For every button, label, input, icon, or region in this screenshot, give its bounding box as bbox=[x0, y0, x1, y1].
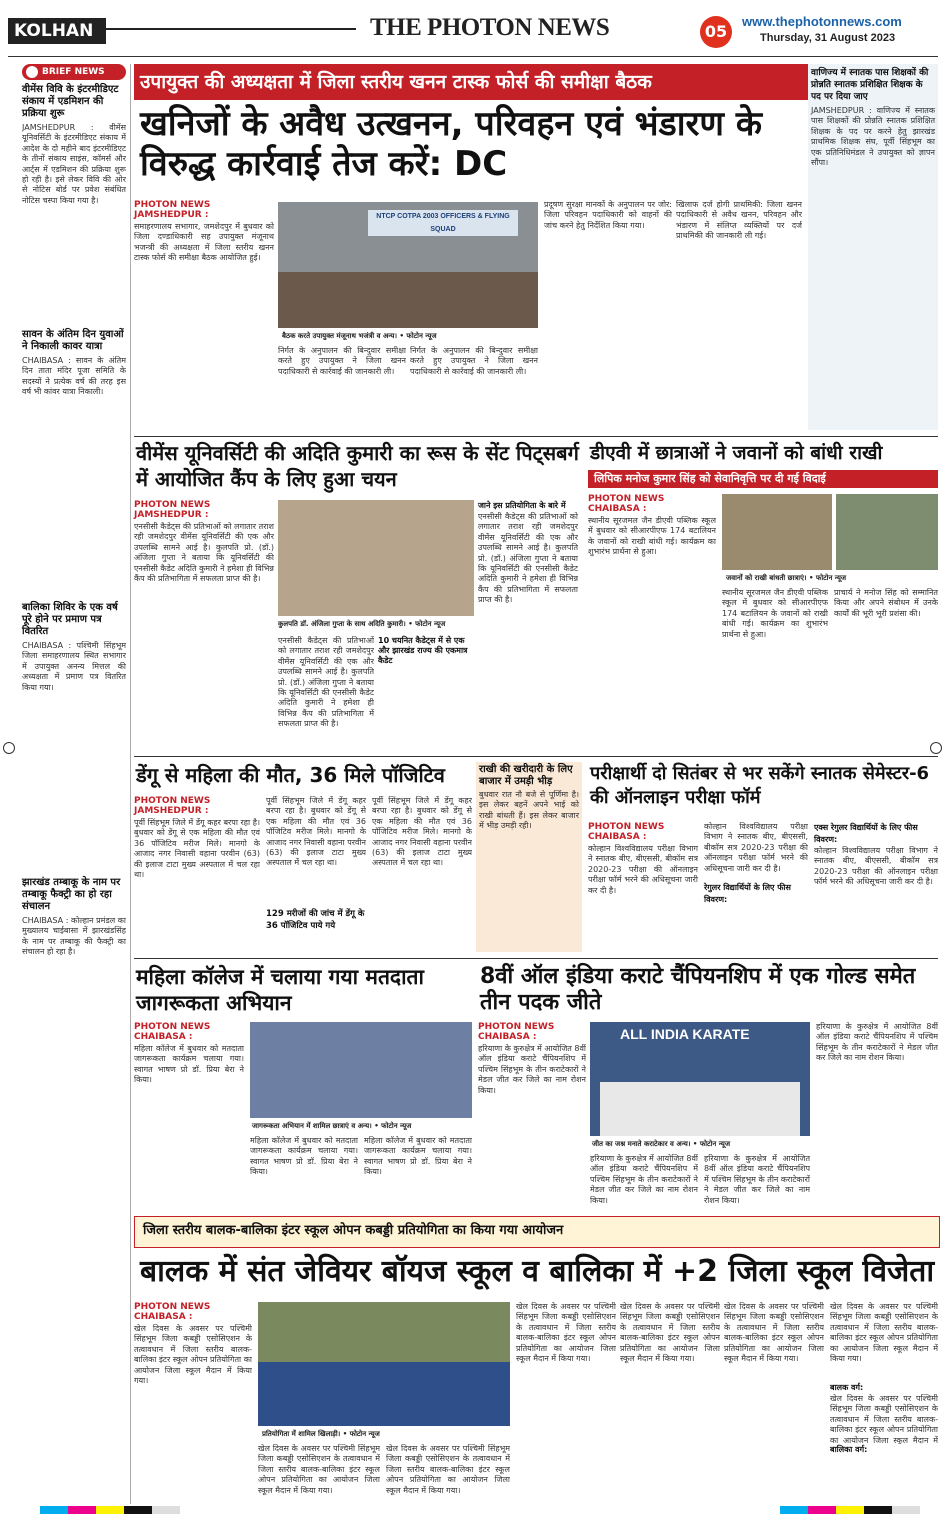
college-photo bbox=[250, 1022, 472, 1118]
brief-news-badge: BRIEF NEWS bbox=[22, 64, 126, 80]
college-dateline: PHOTON NEWS CHAIBASA : bbox=[134, 1022, 211, 1042]
kabaddi-sub-boys: बालक वर्ग: bbox=[830, 1383, 864, 1392]
section-label: KOLHAN bbox=[8, 18, 106, 44]
kabaddi-body: खेल दिवस के अवसर पर पश्चिमी सिंहभूम जिला कबड्डी एसोसिएशन के तत्वावधान में जिला स्तरीय बालक-बालिका इंटर स्कूल ओपन प्रतियोगिता का आयोजन जिला स्कूल मैदान में किया गया। bbox=[620, 1302, 720, 1364]
dav-body: स्थानीय सूरजमल जैन डीएवी पब्लिक स्कूल में बुधवार को सीआरपीएफ 174 बटालियन के जवानों को राखी बांधी गई। कार्यक्रम का शुभारंभ प्रार्थना से हुआ। bbox=[722, 588, 828, 639]
exam-col bbox=[588, 822, 698, 952]
brief-item bbox=[22, 84, 126, 323]
column-divider bbox=[130, 64, 131, 1504]
kabaddi-dateline: PHOTON NEWS CHAIBASA : bbox=[134, 1302, 211, 1322]
kabaddi-photo-caption: प्रतियोगिता में शामिल खिलाड़ी। • फोटोन न्यूज bbox=[262, 1430, 380, 1438]
dengue-subhead: 129 मरीजों की जांच में डेंगू के 36 पॉजिटिव पाये गये bbox=[266, 909, 365, 931]
dengue-body: पूर्वी सिंहभूम जिले में डेंगू कहर बरपा रहा है। बुधवार को डेंगू से एक महिला की मौत एवं 36 पॉजिटिव मरीज मिले। मानगो के आजाद नगर निवासी वहाना परवीन (63) की इलाज टाटा मुख्य अस्पताल में चल रहा था। bbox=[134, 818, 260, 880]
aditi-subhead: 10 चयनित कैडेट्स में से एक और झारखंड राज्य की एकमात्र कैडेट bbox=[378, 636, 468, 665]
section-rule bbox=[134, 756, 938, 757]
dengue-body: पूर्वी सिंहभूम जिले में डेंगू कहर बरपा रहा है। बुधवार को डेंगू से एक महिला की मौत एवं 36 पॉजिटिव मरीज मिले। मानगो के आजाद नगर निवासी वहाना परवीन (63) की इलाज टाटा मुख्य अस्पताल में चल रहा था। bbox=[266, 796, 366, 868]
dav-body: प्राचार्य ने मनोज सिंह को सम्मानित किया और अपने संबोधन में उनके कार्यों की भूरी भूरी प्रशंसा की। bbox=[834, 588, 938, 618]
kabaddi-team bbox=[258, 1362, 510, 1426]
rakhi-body: बुधवार रात नौ बजे से पूर्णिमा है। इस लेकर बहनें अपने भाई को राखी बांधती हैं। इस लेकर बाजार में भीड़ उमड़ी रही। bbox=[479, 790, 579, 831]
photo-banner: ALL INDIA KARATE bbox=[620, 1026, 750, 1042]
college-col bbox=[134, 1022, 244, 1212]
college-body: महिला कॉलेज में बुधवार को मतदाता जागरूकता कार्यक्रम चलाया गया। स्वागत भाषण प्रो डॉ. प्रिया बेरा ने किया। bbox=[134, 1044, 244, 1085]
color-bar bbox=[780, 1506, 920, 1514]
photo-banner: NTCP COTPA 2003 OFFICERS & FLYING SQUAD bbox=[368, 210, 518, 236]
college-headline: महिला कॉलेज में चलाया गया मतदाता जागरूकता अभियान bbox=[136, 965, 424, 1015]
dengue-headline: डेंगू से महिला की मौत, 36 मिले पॉजिटिव bbox=[136, 763, 445, 787]
aditi-col bbox=[134, 500, 274, 750]
dengue-col bbox=[134, 796, 260, 952]
exam-dateline: PHOTON NEWS CHAIBASA : bbox=[588, 822, 665, 842]
karate-headline: 8वीं ऑल इंडिया कराटे चैंपियनशिप में एक गोल्ड समेत तीन पदक जीते bbox=[480, 964, 916, 1015]
brief-body: CHAIBASA : पश्चिमी सिंहभूम जिला समाहरणालय स्थित सभागार में उपायुक्त अनन्य मित्तल की अध्यक्षता में प्रमाण पत्र वितरित किया गया। bbox=[22, 641, 126, 692]
issue-date: Thursday, 31 August 2023 bbox=[760, 32, 896, 44]
registration-mark bbox=[3, 742, 15, 754]
dav-dateline: PHOTON NEWS CHAIBASA : bbox=[588, 494, 665, 514]
karate-photo bbox=[590, 1022, 810, 1136]
aditi-sub-block bbox=[378, 636, 474, 750]
brief-item bbox=[22, 877, 126, 1476]
college-body: महिला कॉलेज में बुधवार को मतदाता जागरूकता कार्यक्रम चलाया गया। स्वागत भाषण प्रो डॉ. प्रिया बेरा ने किया। bbox=[250, 1136, 358, 1177]
brief-title: बालिका शिविर के एक वर्ष पूरे होने पर प्रमाण पत्र वितरित bbox=[22, 602, 118, 637]
page-number: 05 bbox=[700, 16, 732, 48]
brief-list bbox=[22, 84, 126, 1476]
karate-body: हरियाणा के कुरुक्षेत्र में आयोजित 8वीं ऑल इंडिया कराटे चैंपियनशिप में पश्चिम सिंहभूम के तीन कराटेकारों ने मेडल जीत कर जिले का नाम रोशन किया। bbox=[590, 1154, 698, 1205]
newspaper-logo: THE PHOTON NEWS bbox=[370, 14, 610, 41]
section-rule bbox=[134, 436, 938, 437]
kabaddi-col bbox=[134, 1302, 252, 1502]
kabaddi-body: खेल दिवस के अवसर पर पश्चिमी सिंहभूम जिला कबड्डी एसोसिएशन के तत्वावधान में जिला स्तरीय बालक-बालिका इंटर स्कूल ओपन प्रतियोगिता का आयोजन जिला स्कूल मैदान में किया गया। bbox=[830, 1302, 938, 1364]
karate-dateline: PHOTON NEWS CHAIBASA : bbox=[478, 1022, 555, 1042]
brief-body: CHAIBASA : सावन के अंतिम दिन ताता मंदिर पूजा समिति के सदस्यों ने प्रत्येक वर्ष की तरह इस वर्ष भी कांवर यात्रा निकाली। bbox=[22, 356, 126, 397]
dav-kicker: लिपिक मनोज कुमार सिंह को सेवानिवृत्ति पर दी गई विदाई bbox=[588, 470, 938, 488]
right-top-body: JAMSHEDPUR : वाणिज्य में स्नातक पास शिक्षकों की प्रोन्नति स्नातक प्रशिक्षित शिक्षक के पद पर करने हेतु झारखंड प्राथमिक शिक्षक संघ, पूर्वी सिंहभूम का एक प्रतिनिधिमंडल ने उपायुक्त को ज्ञापन सौंपा। bbox=[811, 106, 935, 168]
masthead-rule bbox=[8, 56, 938, 57]
aditi-headline: वीमेंस यूनिवर्सिटी की अदिति कुमारी का रूस के सेंट पिट्सबर्ग में आयोजित कैंप के लिए हुआ चयन bbox=[136, 441, 579, 491]
exam-subhead-2: एक्स रेगुलर विद्यार्थियों के लिए फीस विवरण: bbox=[814, 823, 918, 844]
lead-dateline: PHOTON NEWS JAMSHEDPUR : bbox=[134, 200, 211, 220]
kabaddi-body: खेल दिवस के अवसर पर पश्चिमी सिंहभूम जिला कबड्डी एसोसिएशन के तत्वावधान में जिला स्तरीय बालक-बालिका इंटर स्कूल ओपन प्रतियोगिता का आयोजन जिला स्कूल मैदान में किया गया। bbox=[134, 1324, 252, 1386]
aditi-dateline: PHOTON NEWS JAMSHEDPUR : bbox=[134, 500, 211, 520]
lead-photo bbox=[278, 202, 538, 328]
karate-col bbox=[478, 1022, 586, 1212]
dav-headline: डीएवी में छात्राओं ने जवानों को बांधी राखी bbox=[590, 442, 883, 464]
karate-body: हरियाणा के कुरुक्षेत्र में आयोजित 8वीं ऑल इंडिया कराटे चैंपियनशिप में पश्चिम सिंहभूम के तीन कराटेकारों ने मेडल जीत कर जिले का नाम रोशन किया। bbox=[816, 1022, 938, 1063]
kabaddi-headline: बालक में संत जेवियर बॉयज स्कूल व बालिका में +2 जिला स्कूल विजेता bbox=[140, 1254, 935, 1289]
karate-photo-caption: जीत का जश्न मनाते कराटेकार व अन्य। • फोटोन न्यूज bbox=[592, 1140, 731, 1148]
kabaddi-sub-girls: बालिका वर्ग: bbox=[830, 1445, 868, 1454]
lead-body: समाहरणालय सभागार, जमशेदपुर में बुधवार को जिला दण्डाधिकारी सह उपायुक्त मंजूनाथ भजन्त्री की अध्यक्षता में जिला स्तरीय खनन टास्क फोर्स की समीक्षा बैठक आयोजित हुई। bbox=[134, 222, 274, 263]
exam-col bbox=[814, 822, 938, 952]
kabaddi-body: खेल दिवस के अवसर पर पश्चिमी सिंहभूम जिला कबड्डी एसोसिएशन के तत्वावधान में जिला स्तरीय बालक-बालिका इंटर स्कूल ओपन प्रतियोगिता का आयोजन जिला स्कूल मैदान में किया गया। bbox=[516, 1302, 616, 1364]
kabaddi-body: खेल दिवस के अवसर पर पश्चिमी सिंहभूम जिला कबड्डी एसोसिएशन के तत्वावधान में जिला स्तरीय बालक-बालिका इंटर स्कूल ओपन प्रतियोगिता का आयोजन जिला स्कूल मैदान में bbox=[830, 1394, 938, 1444]
rakhi-box bbox=[476, 762, 582, 952]
lead-photo-caption: बैठक करते उपायुक्त मंजूनाथ भजंत्री व अन्य। • फोटोन न्यूज bbox=[282, 332, 437, 340]
brief-title: झारखंड तम्बाकू के नाम पर तम्बाकू फैक्ट्री का हो रहा संचालन bbox=[22, 877, 121, 912]
kabaddi-body: खेल दिवस के अवसर पर पश्चिमी सिंहभूम जिला कबड्डी एसोसिएशन के तत्वावधान में जिला स्तरीय बालक-बालिका इंटर स्कूल ओपन प्रतियोगिता का आयोजन जिला स्कूल मैदान में किया गया। bbox=[258, 1444, 380, 1495]
dav-body: स्थानीय सूरजमल जैन डीएवी पब्लिक स्कूल में बुधवार को सीआरपीएफ 174 बटालियन के जवानों को राखी बांधी गई। कार्यक्रम का शुभारंभ प्रार्थना से हुआ। bbox=[588, 516, 716, 557]
brief-body: JAMSHEDPUR : वीमेंस यूनिवर्सिटी के इंटरमीडिएट संकाय में आदेश के दो महीने बाद इंटरमीडिएट के तीनों संकाय साइंस, कॉमर्स और आर्ट्स में एडमिशन की प्रक्रिया शुरू हो रही है। इसे लेकर विवि की ओर से नोटिस बोर्ड पर प्रवेश संबंधित नोटिस चस्पा किया गया है। bbox=[22, 123, 126, 205]
dav-photo bbox=[722, 494, 832, 570]
brief-body: CHAIBASA : कोल्हान प्रमंडल का मुख्यालय चाईबासा में झारखंडसिंह के नाम पर तम्बाकू की फैक्ट्री का संचालन हो रहा है। bbox=[22, 916, 126, 957]
exam-headline: परीक्षार्थी दो सितंबर से भर सकेंगे स्नातक सेमेस्टर-6 की ऑनलाइन परीक्षा फॉर्म bbox=[590, 763, 930, 808]
section-rule bbox=[134, 958, 938, 959]
college-photo-caption: जागरूकता अभियान में शामिल छात्राएं व अन्य। • फोटोन न्यूज bbox=[252, 1122, 412, 1130]
lead-body: निर्गत के अनुपालन की बिन्दुवार समीक्षा करते हुए उपायुक्त ने जिला खनन पदाधिकारी से कार्रवाई की जानकारी ली। bbox=[278, 346, 406, 376]
rakhi-headline: राखी की खरीदारी के लिए बाजार में उमड़ी भीड़ bbox=[479, 764, 573, 787]
karate-players bbox=[600, 1082, 800, 1136]
brief-item bbox=[22, 602, 126, 871]
exam-body: कोल्हान विश्वविद्यालय परीक्षा विभाग ने स्नातक बीए, बीएससी, बीकॉम सत्र 2020-23 परीक्षा की ऑनलाइन परीक्षा फॉर्म भरने की अधिसूचना जारी कर दी है। bbox=[588, 844, 698, 895]
karate-body: हरियाणा के कुरुक्षेत्र में आयोजित 8वीं ऑल इंडिया कराटे चैंपियनशिप में पश्चिम सिंहभूम के तीन कराटेकारों ने मेडल जीत कर जिले का नाम रोशन किया। bbox=[704, 1154, 810, 1205]
brief-title: सावन के अंतिम दिन युवाओं ने निकाली कावर यात्रा bbox=[22, 329, 124, 352]
college-body: महिला कॉलेज में बुधवार को मतदाता जागरूकता कार्यक्रम चलाया गया। स्वागत भाषण प्रो डॉ. प्रिया बेरा ने किया। bbox=[364, 1136, 472, 1177]
brief-icon bbox=[26, 66, 38, 78]
dav-photo-caption: जवानों को राखी बांधती छात्राएं। • फोटोन न्यूज bbox=[726, 574, 847, 582]
aditi-subhead-2: जाने इस प्रतियोगिता के बारे में bbox=[478, 501, 566, 510]
kabaddi-results bbox=[830, 1302, 938, 1504]
dengue-dateline: PHOTON NEWS JAMSHEDPUR : bbox=[134, 796, 211, 816]
brief-title: वीमेंस विवि के इंटरमीडिएट संकाय में एडमिशन की प्रक्रिया शुरू bbox=[22, 84, 119, 119]
dav-col bbox=[588, 494, 716, 754]
brief-item bbox=[22, 329, 126, 596]
right-top-headline: वाणिज्य में स्नातक पास शिक्षकों की प्रोन्नति स्नातक प्रशिक्षित शिक्षक के पद पर दिया जाए bbox=[811, 68, 929, 102]
color-bar bbox=[40, 1506, 180, 1514]
section-rule bbox=[106, 28, 356, 30]
kabaddi-kicker-box bbox=[134, 1216, 940, 1248]
aditi-photo-caption: कुलपति डॉ. अंजिला गुप्ता के साथ अदिति कुमारी। • फोटोन न्यूज bbox=[278, 620, 446, 628]
lead-headline: खनिजों के अवैध उत्खनन, परिवहन एवं भंडारण के विरुद्ध कार्रवाई तेज करें: DC bbox=[140, 104, 762, 184]
kabaddi-body: खेल दिवस के अवसर पर पश्चिमी सिंहभूम जिला कबड्डी एसोसिएशन के तत्वावधान में जिला स्तरीय बालक-बालिका इंटर स्कूल ओपन प्रतियोगिता का आयोजन जिला स्कूल मैदान में किया गया। bbox=[386, 1444, 510, 1495]
exam-col bbox=[704, 822, 808, 952]
aditi-body: एनसीसी कैडेट्स की प्रतिभाओं को लगातार तराश रही जमशेदपुर वीमेंस यूनिवर्सिटी की एक और उपलब्धि सामने आई है। कुलपति प्रो. (डॉ.) अंजिला गुप्ता ने बताया कि यूनिवर्सिटी की एनसीसी कैडेट अदिति कुमारी ने हमेशा ही विभिन्न कैंप की प्रतिभागिता में सफलता प्राप्त की है। bbox=[278, 636, 374, 729]
lead-body: निर्गत के अनुपालन की बिन्दुवार समीक्षा करते हुए उपायुक्त ने जिला खनन पदाधिकारी से कार्रवाई की जानकारी ली। bbox=[410, 346, 538, 376]
lead-body: प्रदूषण सुरक्षा मानकों के अनुपालन पर जोर: जिला परिवहन पदाधिकारी को वाहनों की जांच करने हेतु निर्देशित किया गया। bbox=[544, 200, 672, 230]
aditi-photo bbox=[278, 500, 474, 616]
right-top-story bbox=[808, 64, 938, 430]
lead-kicker: उपायुक्त की अध्यक्षता में जिला स्तरीय खनन टास्क फोर्स की समीक्षा बैठक bbox=[134, 64, 808, 100]
kabaddi-photo bbox=[258, 1302, 510, 1426]
dengue-body: पूर्वी सिंहभूम जिले में डेंगू कहर बरपा रहा है। बुधवार को डेंगू से एक महिला की मौत एवं 36 पॉजिटिव मरीज मिले। मानगो के आजाद नगर निवासी वहाना परवीन (63) की इलाज टाटा मुख्य अस्पताल में चल रहा था। bbox=[372, 796, 472, 868]
aditi-col bbox=[478, 500, 578, 750]
exam-subhead: रेगुलर विद्यार्थियों के लिए फीस विवरण: bbox=[704, 883, 791, 904]
kabaddi-body: खेल दिवस के अवसर पर पश्चिमी सिंहभूम जिला कबड्डी एसोसिएशन के तत्वावधान में जिला स्तरीय बालक-बालिका इंटर स्कूल ओपन प्रतियोगिता का आयोजन जिला स्कूल मैदान में किया गया। bbox=[724, 1302, 824, 1364]
registration-mark bbox=[930, 742, 942, 754]
karate-body: हरियाणा के कुरुक्षेत्र में आयोजित 8वीं ऑल इंडिया कराटे चैंपियनशिप में पश्चिम सिंहभूम के तीन कराटेकारों ने मेडल जीत कर जिले का नाम रोशन किया। bbox=[478, 1044, 586, 1095]
dav-photo-2 bbox=[836, 494, 938, 570]
lead-body: खिलाफ दर्ज होगी प्राथमिकी: जिला खनन पदाधिकारी से अवैध खनन, परिवहन और भंडारण में संलिप्त व्यक्तियों पर दर्ज प्राथमिकी की जानकारी ली गई। bbox=[676, 200, 802, 241]
website-link[interactable]: www.thephotonnews.com bbox=[742, 14, 902, 29]
aditi-body: एनसीसी कैडेट्स की प्रतिभाओं को लगातार तराश रही जमशेदपुर वीमेंस यूनिवर्सिटी की एक और उपलब्धि सामने आई है। कुलपति प्रो. (डॉ.) अंजिला गुप्ता ने बताया कि यूनिवर्सिटी की एनसीसी कैडेट अदिति कुमारी ने हमेशा ही विभिन्न कैंप की प्रतिभागिता में सफलता प्राप्त की है। bbox=[134, 522, 274, 584]
exam-body: कोल्हान विश्वविद्यालय परीक्षा विभाग ने स्नातक बीए, बीएससी, बीकॉम सत्र 2020-23 परीक्षा की ऑनलाइन परीक्षा फॉर्म भरने की अधिसूचना जारी कर दी है। bbox=[704, 822, 808, 873]
exam-body: कोल्हान विश्वविद्यालय परीक्षा विभाग ने स्नातक बीए, बीएससी, बीकॉम सत्र 2020-23 परीक्षा की ऑनलाइन परीक्षा फॉर्म भरने की अधिसूचना जारी कर दी है। bbox=[814, 846, 938, 887]
lead-col-1 bbox=[134, 200, 274, 430]
meeting-table bbox=[278, 272, 538, 328]
kabaddi-kicker: जिला स्तरीय बालक-बालिका इंटर स्कूल ओपन कबड्डी प्रतियोगिता का किया गया आयोजन bbox=[143, 1223, 564, 1238]
aditi-body: एनसीसी कैडेट्स की प्रतिभाओं को लगातार तराश रही जमशेदपुर वीमेंस यूनिवर्सिटी की एक और उपलब्धि सामने आई है। कुलपति प्रो. (डॉ.) अंजिला गुप्ता ने बताया कि यूनिवर्सिटी की एनसीसी कैडेट अदिति कुमारी ने हमेशा ही विभिन्न कैंप की प्रतिभागिता में सफलता प्राप्त की है। bbox=[478, 512, 578, 605]
